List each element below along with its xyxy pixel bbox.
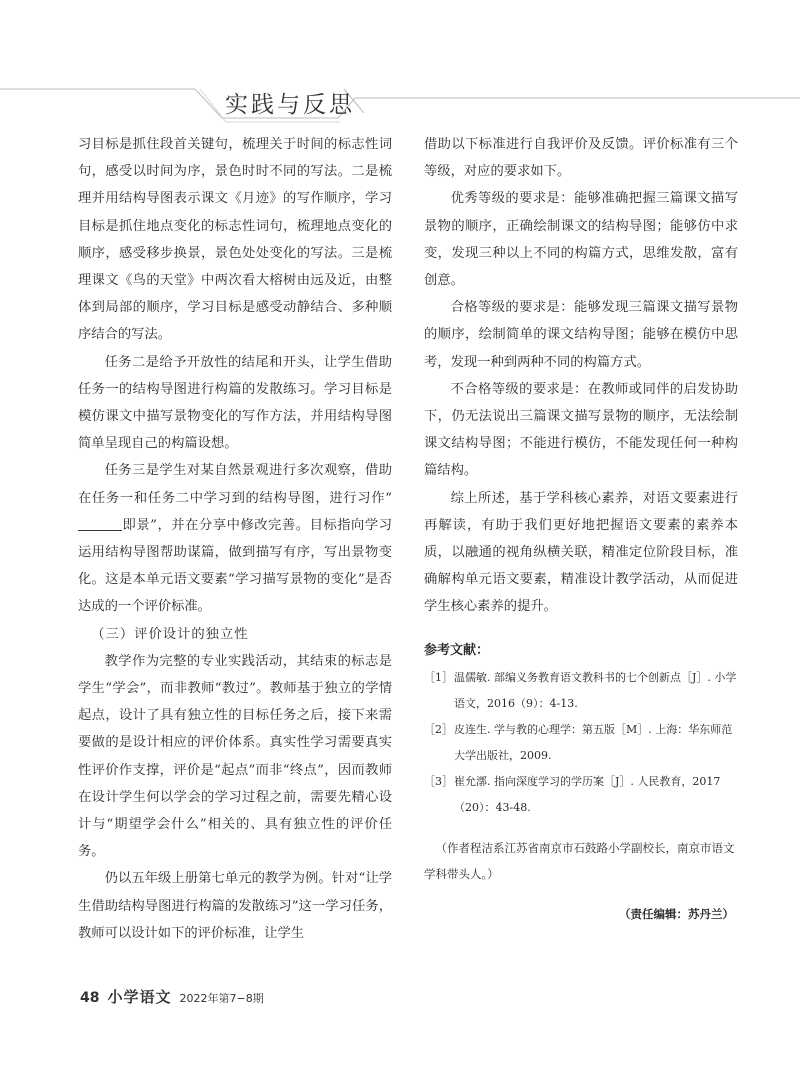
author-note: （作者程洁系江苏省南京市石鼓路小学副校长，南京市语文学科带头人。） [424, 840, 735, 881]
body-paragraph: 教学作为完整的专业实践活动，其结束的标志是学生“学会”，而非教师“教过”。教师基于独立的学情起点，设计了具有独立性的目标任务之后，接下来需要做的是设计相应的评价体系。真实性学习需要真实性评价作支撑，评价是“起点”而非“终点”，因而教师在设计学生何以学会的学习过程之前，需要先精心设计与“期望学会什么”相关的、具有独立性的评价任务。 [78, 653, 392, 860]
section-title: 实践与反思 [225, 92, 355, 118]
reference-number: ［1］ [424, 670, 453, 684]
editor-credit: （责任编辑：苏丹兰） [619, 906, 734, 921]
reference-number: ［2］ [424, 722, 453, 736]
page-number: 48 [80, 990, 100, 1006]
subheading: （三）评价设计的独立性 [91, 626, 249, 642]
header-band [0, 80, 800, 126]
reference-number: ［3］ [424, 774, 453, 788]
right-column [424, 131, 738, 928]
reference-item [424, 769, 738, 821]
body-paragraph: 不合格等级的要求是：在教师或同伴的启发协助下，仍无法说出三篇课文描写景物的顺序，无法绘制课文结构导图；不能进行模仿，不能发现任何一种构篇结构。 [424, 381, 738, 479]
paragraph-text: 任务三是学生对某自然景观进行多次观察，借助在任务一和任务二中学习到的结构导图，进行习作“ [78, 463, 392, 506]
reference-text: 崔允漷. 指向深度学习的学历案［J］. 人民教育，2017（20）：43-48. [454, 774, 721, 814]
left-column [78, 131, 392, 947]
paragraph-text: 即景”，并在分享中修改完善。目标指向学习运用结构导图帮助谋篇，做到描写有序，写出景物变化。这是本单元语文要素“学习描写景物的变化”是否达成的一个评价标准。 [78, 517, 392, 615]
reference-item [424, 717, 738, 769]
reference-text: 皮连生. 学与教的心理学：第五版［M］. 上海：华东师范大学出版社，2009. [454, 722, 733, 762]
magazine-name: 小学语文 [107, 988, 172, 1006]
body-paragraph: 仍以五年级上册第七单元的教学为例。针对“让学生借助结构导图进行构篇的发散练习”这一学习任务，教师可以设计如下的评价标准，让学生 [78, 871, 392, 941]
body-paragraph: 合格等级的要求是：能够发现三篇课文描写景物的顺序，绘制简单的课文结构导图；能够在模仿中思考，发现一种到两种不同的构篇方式。 [424, 300, 738, 370]
fill-blank [78, 516, 122, 531]
body-paragraph: 习目标是抓住段首关键句，梳理关于时间的标志性词句，感受以时间为序，景色时时不同的写法。二是梳理并用结构导图表示课文《月迹》的写作顺序，学习目标是抓住地点变化的标志性词句，梳理地点变化的顺序，感受移步换景，景色处处变化的写法。三是梳理课文《鸟的天堂》中两次看大榕树由远及近，由整体到局部的顺序，学习目标是感受动静结合、多种顺序结合的写法。 [78, 137, 392, 343]
reference-text: 温儒敏. 部编义务教育语文教科书的七个创新点［J］. 小学语文，2016（9）：4-13. [454, 670, 737, 710]
reference-item [424, 665, 738, 717]
body-paragraph: 综上所述，基于学科核心素养，对语文要素进行再解读，有助于我们更好地把握语文要素的素养本质，以融通的视角纵横关联，精准定位阶段目标，准确解构单元语文要素，精准设计教学活动，从而促进学生核心素养的提升。 [424, 490, 738, 615]
references-title: 参考文献： [424, 642, 490, 658]
issue-label: 2022年第7−8期 [179, 992, 264, 1005]
body-paragraph: 任务二是给予开放性的结尾和开头，让学生借助任务一的结构导图进行构篇的发散练习。学习目标是模仿课文中描写景物变化的写作方法，并用结构导图简单呈现自己的构篇设想。 [78, 354, 392, 452]
body-paragraph: 优秀等级的要求是：能够准确把握三篇课文描写景物的顺序，正确绘制课文的结构导图；能够仿中求变，发现三种以上不同的构篇方式，思维发散，富有创意。 [424, 191, 738, 289]
page-footer [80, 986, 264, 1008]
body-paragraph: 借助以下标准进行自我评价及反馈。评价标准有三个等级，对应的要求如下。 [424, 137, 738, 180]
body-paragraph [78, 457, 392, 620]
